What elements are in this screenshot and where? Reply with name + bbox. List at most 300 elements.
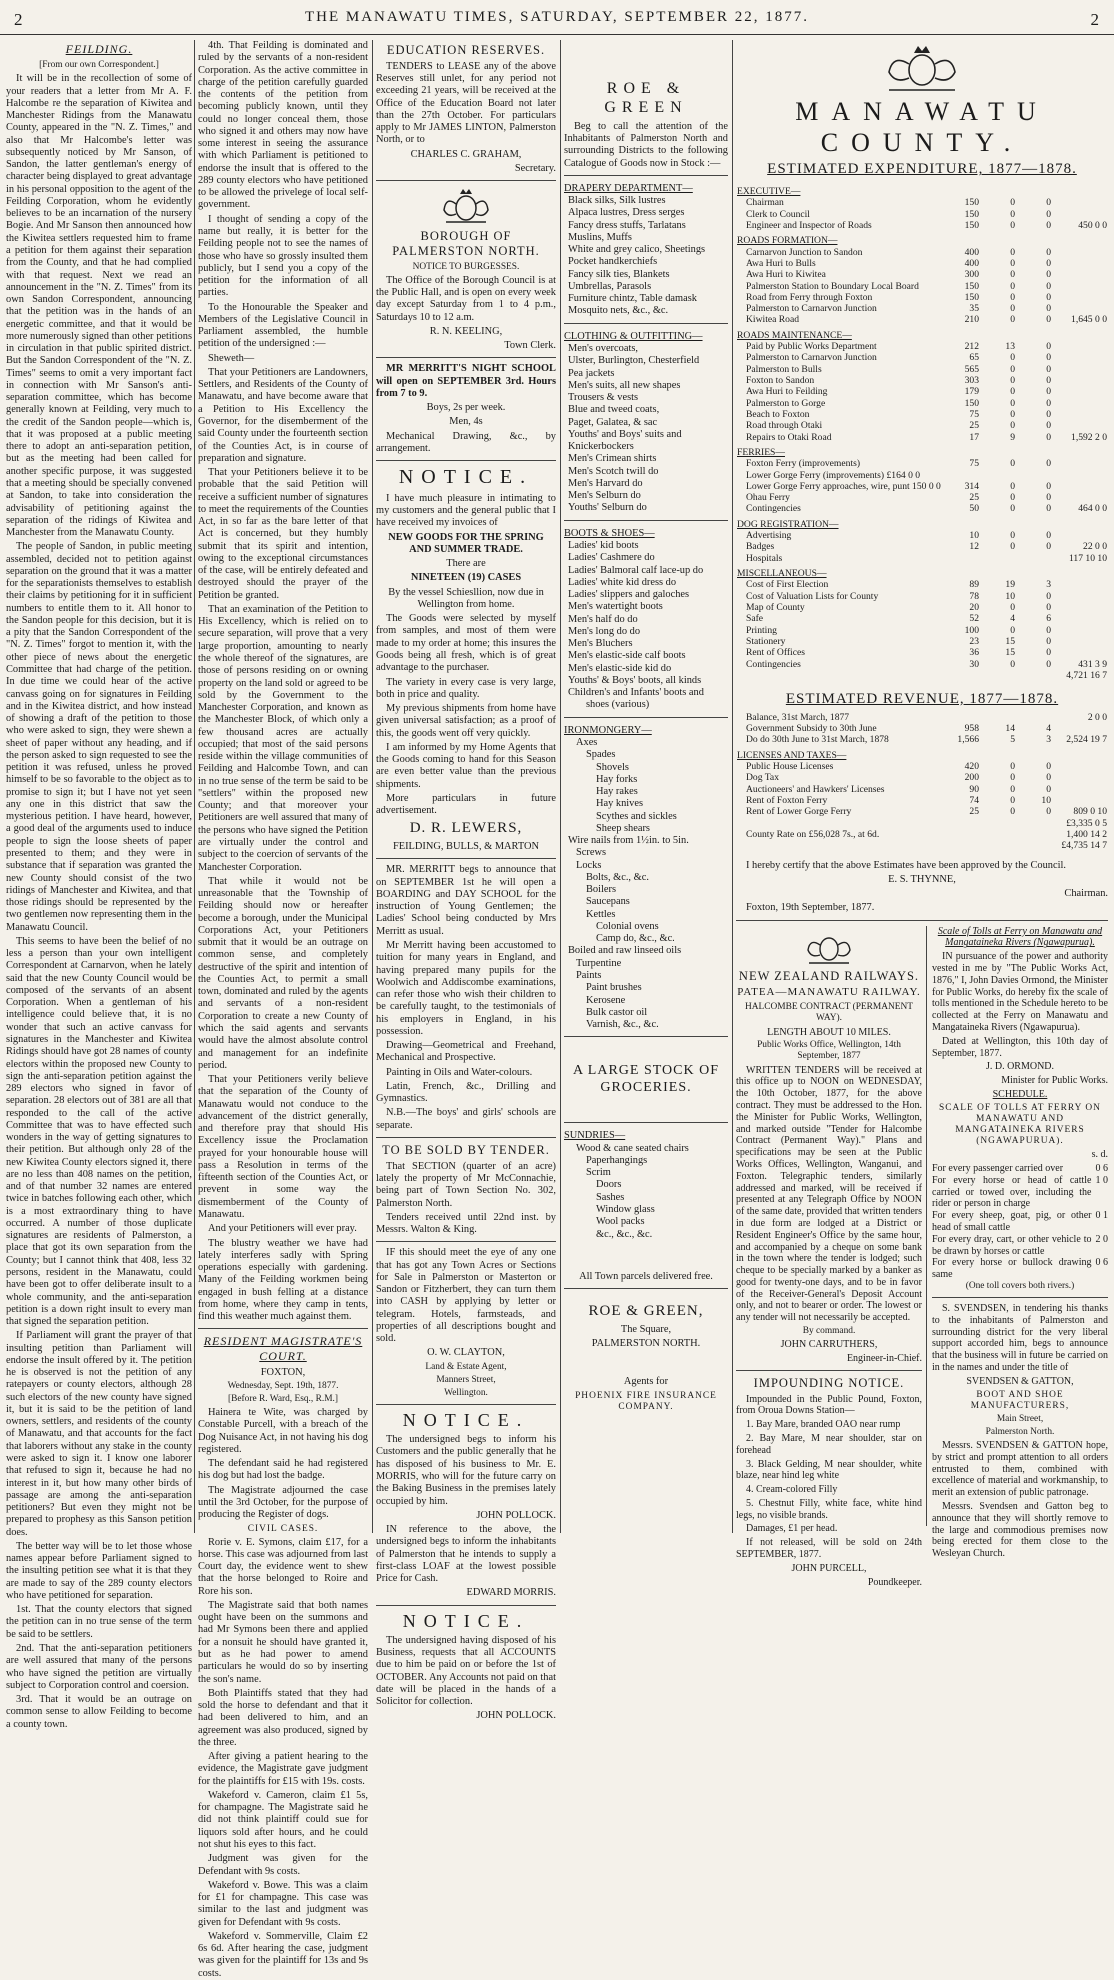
table-cell-value: 0 (1046, 291, 1051, 303)
table-cell-value: 25 (969, 492, 979, 504)
column-county (736, 40, 1109, 1588)
table-cell-value: 6 (1046, 613, 1051, 625)
schedule-value: 1 0 (1095, 1174, 1108, 1186)
table-cell-value: 89 (969, 579, 979, 591)
table-row (736, 772, 1108, 783)
table-cell-label: Beach to Foxton (746, 408, 810, 420)
table-cell-value: 15 (1005, 647, 1015, 659)
table-cell-value: 15 (1005, 635, 1015, 647)
notice3-body: The undersigned having disposed of his Business, requests that all ACCOUNTS due to him be paid on or before the 1st of OCTOBER. Any Accounts not paid on that date will be placed in the hands of a Solicitor for collection. (376, 1634, 556, 1708)
list-item: Varnish, &c., &c. (586, 1019, 659, 1031)
table-cell-label: Printing (746, 624, 777, 636)
paragraph: If Parliament will grant the prayer of that insulting petition than Parliament will endorse the insult offered by it. The petition he is observed is not the petition of any ratepayers or county electors, although 28 such electors of the new county have signed it, but it is said to be the petition of land owners, settlers, and residents of the county of Manawatu, and that accounts for the fact that laborers without any stake in the county were asked to sign it. I know one laborer that refused to sign it, because he had no interest in it, but how many other birds of passage are among the anti-separation petitioners? But even they might not be prepared to prophesy as this Sanson petition does. (6, 1330, 192, 1538)
paragraph: Judgment was given for the Defendant with 9s costs. (198, 1853, 368, 1877)
schedule-row (932, 1210, 1108, 1234)
table-cell-value (1052, 247, 1108, 258)
table-cell-label: Public House Licenses (746, 761, 834, 773)
divider (736, 1370, 922, 1371)
table-cell-value: 17 (969, 431, 979, 443)
list-item: Hay forks (596, 773, 638, 785)
table-cell-value (1052, 591, 1108, 602)
table-cell-value (944, 553, 980, 564)
table-cell-value: 10 (1041, 795, 1051, 807)
table-cell-value: 0 (1010, 208, 1015, 220)
notice2-title: NOTICE. (402, 1409, 530, 1430)
table-cell-value: 150 (964, 219, 979, 231)
table-cell-value: 19 (1005, 579, 1015, 591)
table-cell-value: 0 (1046, 197, 1051, 209)
table-row (736, 231, 1108, 246)
table-cell-value: 75 (969, 458, 979, 470)
table-cell-value: 0 (1010, 352, 1015, 364)
table-cell-value: 78 (969, 590, 979, 602)
table-cell-value (1052, 647, 1108, 658)
table-cell-label: Foxton to Sandon (746, 375, 815, 387)
table-cell-value: 0 (1010, 397, 1015, 409)
table-cell-value: 0 (1010, 795, 1015, 807)
court-heading: RESIDENT MAGISTRATE'S COURT. (203, 1334, 363, 1363)
table-row (736, 746, 1108, 761)
tender-body-2: Tenders received until 22nd inst. by Messrs. Walton & King. (376, 1211, 556, 1236)
table-cell-value: 90 (969, 783, 979, 795)
table-cell-value: 0 (1046, 590, 1051, 602)
borough-title: BOROUGH OF PALMERSTON NORTH. (392, 229, 540, 258)
expenditure-table (736, 182, 1108, 681)
table-cell-value (1052, 602, 1108, 613)
table-cell-label: Balance, 31st March, 1877 (746, 711, 850, 723)
divider (376, 460, 556, 461)
table-cell-label: Palmerston to Carnarvon Junction (746, 352, 877, 364)
table-cell-value: 0 (1046, 219, 1051, 231)
svendsen-address: Main Street, (996, 1413, 1044, 1424)
roe-green-square: The Square, (620, 1323, 672, 1335)
paragraph: 3rd. That it would be an outrage on common sense to allow Feilding to become a county town. (6, 1694, 192, 1730)
table-cell-label: Awa Huri to Kiwitea (746, 269, 826, 281)
list-item: 1. Bay Mare, branded OAO near rump (746, 1419, 901, 1431)
table-row (736, 492, 1108, 503)
paragraph: It will be in the recollection of some of your readers that a letter from Mr A. F. Halcombe re the separation of Kiwitea and Manchester Ridings from the Manawatu County, appeared in the "N. Z. Times," and also that Mr Halcombe's letter was subsequently noticed by Mr Sanson, of Sandon, the latter gentleman's energy of character being displayed to great advantage in his personal opposition to the agent of the Feilding Corporation, whom he evidently believes to be an incarnation of the nursery Bogie. And Mr Sanson then announced how the Kiwitea settlers requested him to frame a petition for them against their separation from the County, and that he had complied with that request. Next we read an announcement in the "N. Z. Times" from its own Sandon Correspondent, announcing that the petition was in the hands of an energetic committee, and that it would be more numerously signed than other petitions in circulation in that public spirited district. But the Sandon Correspondent of the "N. Z. Times" seems to omit a very important fact in connection with Mr Sanson's anti-separation committee, which has become generally known at Feilding, very much to the credit of the Sandon people—which is, that it was proposed at a public meeting there to adopt an anti-separation petition, but as the meeting had been called for another specific purpose, it was suggested that a meeting should be specially convened at Sandon, to take into consideration the advisability of petitioning against the separation of the ridings of Kiwitea and Manchester from the Manawatu County. (6, 73, 192, 539)
notice3-title: NOTICE. (402, 1610, 530, 1631)
list-item: Saucepans (586, 896, 630, 908)
table-cell-value: 0 (1046, 601, 1051, 613)
royal-crest-icon (436, 186, 496, 226)
railways-subtitle: PATEA—MANAWATU RAILWAY. (737, 986, 921, 999)
table-cell-value: 150 (964, 397, 979, 409)
table-cell-value (1052, 625, 1108, 636)
list-item: Men's Selburn do (568, 490, 641, 502)
railways-office: Public Works Office, Wellington, 14th September, 1877 (757, 1040, 901, 1062)
column-roe-green (564, 40, 728, 1533)
table-cell-value (1052, 281, 1108, 292)
paragraph: Drawing—Geometrical and Freehand, Mechanical and Prospective. (376, 1040, 556, 1064)
paragraph: Mr Merritt having been accustomed to tuition for many years in England, and having prepared many pupils for the Woolwich and Addiscombe examinations, can refer those who wish their children to be carefully taught, to the testimonials of his employers in England, in his possession. (376, 939, 556, 1037)
list-item: Black silks, Silk lustres (568, 195, 666, 207)
table-row (736, 386, 1108, 397)
paragraph: And your Petitioners will ever pray. (208, 1223, 357, 1235)
table-cell-label: Government Subsidy to 30th June (746, 723, 877, 735)
borough-body: The Office of the Borough Council is at the Public Hall, and is open on every week day except Saturday from 1 to 4 p.m., Saturdays 10 to 12 a.m. (376, 274, 556, 323)
revenue-title: ESTIMATED REVENUE, 1877—1878. (785, 691, 1059, 708)
article-byline: [From our own Correspondent.] (39, 60, 159, 71)
paragraph: My previous shipments from home have given universal satisfaction; as a proof of this, the goods went off very quickly. (376, 703, 556, 739)
court-date: Wednesday, Sept. 19th, 1877. (227, 1380, 339, 1391)
schedule-value: 0 6 (1095, 1162, 1108, 1174)
table-row (736, 723, 1108, 734)
table-cell-value (1052, 398, 1108, 409)
table-cell-label: Awa Huri to Feilding (746, 386, 828, 398)
table-cell-value (1052, 772, 1108, 783)
table-cell-value: 1,645 0 0 (1071, 314, 1107, 326)
masthead (0, 0, 1114, 35)
list-item: Men's Scotch twill do (568, 465, 659, 477)
notice2-signature-2: EDWARD MORRIS. (466, 1587, 556, 1599)
table-cell-value: 14 (1005, 723, 1015, 735)
table-cell-value: 5 (1010, 734, 1015, 746)
paragraph: Wakeford v. Sommerville, Claim £2 6s 6d. After hearing the case, judgment was given for the plaintiff for 13s and 9s costs. (198, 1930, 368, 1979)
list-item: Men's Crimean shirts (568, 453, 657, 465)
paragraph: I thought of sending a copy of the name but really, it is better for the Feilding people not to see the names of those who have so grossly insulted them publicly, but I send you a copy of the petition for the information of all parties. (198, 213, 368, 299)
borough-role: Town Clerk. (504, 340, 556, 352)
table-cell-value: 75 (969, 408, 979, 420)
table-cell-value (980, 670, 1016, 681)
court-before: [Before R. Ward, Esq., R.M.] (228, 1394, 338, 1405)
table-cell-value (1052, 258, 1108, 269)
list-item: Shovels (596, 761, 629, 773)
paragraph: Wakeford v. Bowe. This was a claim for £1 for champagne. This case was similar to the last and judgment was given for Defendant with 9s costs. (198, 1879, 368, 1928)
table-cell-label: Kiwitea Road (746, 314, 800, 326)
table-row (736, 481, 1108, 492)
notice-vessel: By the vessel Schiesllion, now due in Wellington from home. (388, 586, 544, 610)
table-cell-value: 0 (1046, 480, 1051, 492)
notice-goods: NEW GOODS FOR THE SPRING AND SUMMER TRADE. (388, 531, 544, 555)
education-role: Secretary. (514, 162, 556, 174)
table-cell-value: 0 (1010, 246, 1015, 258)
paragraph: 1st. That the county electors that signed the petition can in no true sense of the term be said to be settlers. (6, 1604, 192, 1640)
table-row (736, 636, 1108, 647)
paragraph: Sheweth— (208, 352, 255, 364)
table-cell-label: Auctioneers' and Hawkers' Licenses (746, 783, 885, 795)
night-school-fee-boys: Boys, 2s per week. (426, 402, 506, 414)
table-cell-value: 4 (1046, 723, 1051, 735)
divider (564, 1036, 728, 1037)
table-cell-value (1052, 386, 1108, 397)
boarding-school-paras (376, 940, 556, 1132)
list-item: Colonial ovens (596, 920, 659, 932)
svendsen-trade: BOOT AND SHOE MANUFACTURERS, (970, 1389, 1070, 1411)
table-row (736, 314, 1108, 325)
divider (564, 175, 728, 176)
divider (736, 920, 1108, 921)
notice3-signature: JOHN POLLOCK. (476, 1710, 556, 1722)
table-cell-value: 0 (1010, 492, 1015, 504)
table-cell-value: 0 (1010, 303, 1015, 315)
table-cell-value: 0 (1046, 658, 1051, 670)
article-heading: FEILDING. (65, 42, 133, 56)
paragraph: More particulars in future advertisement. (376, 792, 556, 817)
lewers-place: FEILDING, BULLS, & MARTON (392, 841, 540, 853)
list-item: Paget, Galatea, & sac (568, 416, 658, 428)
table-cell-label (736, 818, 944, 829)
roe-green-footer-name: ROE & GREEN, (588, 1303, 704, 1320)
page-number-right: 2 (1090, 10, 1100, 29)
table-cell-value: 179 (964, 386, 979, 398)
table-cell-value: 0 (1010, 658, 1015, 670)
sundries-heading: SUNDRIES— (564, 1130, 626, 1142)
divider (376, 357, 556, 358)
notice-paras (376, 613, 556, 817)
table-row (736, 712, 1108, 723)
certify-signature: E. S. THYNNE, (888, 873, 956, 885)
table-row (736, 375, 1108, 386)
list-item: Men's elastic-side calf boots (568, 650, 686, 662)
table-cell-value: 0 (1046, 397, 1051, 409)
agents-label: Agents for (623, 1376, 669, 1388)
petition-body (198, 40, 368, 1323)
tolls-block (932, 925, 1109, 1560)
table-cell-value: 3 (1046, 579, 1051, 591)
impounding-body: Impounded in the Public Pound, Foxton, from Oroua Downs Station— (736, 1393, 922, 1417)
table-row (736, 326, 1108, 341)
notice2-signature: JOHN POLLOCK. (476, 1509, 556, 1521)
table-cell-value: 0 (1010, 269, 1015, 281)
column-advertisements (376, 40, 556, 1722)
table-cell-label: Repairs to Otaki Road (746, 431, 832, 443)
table-cell-value (1016, 470, 1052, 481)
list-item: Kerosene (586, 994, 626, 1006)
paragraph: Rorie v. E. Symons, claim £17, for a horse. This case was adjourned from last Court day, the evidence went to shew that the horse belonged to Roire and Rore his son. (198, 1536, 368, 1597)
table-cell-value (980, 712, 1016, 723)
table-cell-label: Safe (746, 613, 764, 625)
table-cell-value: 0 (1046, 635, 1051, 647)
list-item: Furniture chintz, Table damask (568, 293, 697, 305)
paragraph: Latin, French, &c., Drilling and Gymnastics. (376, 1080, 556, 1105)
schedule-title: SCHEDULE. (992, 1089, 1048, 1101)
table-row (736, 734, 1108, 745)
ironmongery-list (564, 737, 728, 1031)
table-cell-value: 0 (1046, 492, 1051, 504)
table-cell-label: Chairman (746, 197, 784, 209)
tolls-title: Scale of Tolls at Ferry on Manawatu and Mangataineka Rivers (Ngawapurua). (937, 925, 1103, 949)
table-row (736, 829, 1108, 840)
table-cell-label: Map of County (746, 601, 805, 613)
list-item: shoes (various) (586, 699, 650, 711)
roe-green-intro: Beg to call the attention of the Inhabitants of Palmerston North and surrounding Districts to the following Catalogue of Goods now in Stock :— (564, 120, 728, 169)
table-cell-value: 0 (1046, 530, 1051, 542)
table-row (736, 209, 1108, 220)
table-cell-value: 0 (1010, 291, 1015, 303)
list-item: Bulk castor oil (586, 1006, 648, 1018)
schedule-value: 2 0 (1095, 1233, 1108, 1245)
table-cell-value (1016, 712, 1052, 723)
table-cell-value: 0 (1010, 761, 1015, 773)
table-row (736, 625, 1108, 636)
table-cell-value: 1,566 (957, 734, 979, 746)
revenue-table (736, 712, 1108, 852)
table-cell-value (1052, 613, 1108, 624)
table-cell-value (980, 553, 1016, 564)
table-cell-value: 25 (969, 420, 979, 432)
schedule-value: 0 6 (1095, 1257, 1108, 1269)
table-cell-value: 150 (964, 197, 979, 209)
table-cell-value (1016, 553, 1052, 564)
civil-heading: CIVIL CASES. (247, 1523, 319, 1534)
table-row (736, 341, 1108, 352)
table-cell-value: 0 (1010, 541, 1015, 553)
list-item: Ladies' kid boots (568, 539, 639, 551)
table-row (736, 247, 1108, 258)
svendsen-name: SVENDSEN & GATTON, (966, 1375, 1074, 1387)
paragraph: The Goods were selected by myself from samples, and most of them were made to my order at home; this insures the Goods being all fresh, which is of great advantage to the purchaser. (376, 613, 556, 674)
paragraph: That your Petitioners are Landowners, Settlers, and Residents of the County of Manawatu, and have become aware that a Petition to His Excellency the Governor, for the disemberment of the said County under the fourteenth section of the Counties Act, is in course of preparation and signature. (198, 366, 368, 464)
clothing-list (564, 343, 728, 515)
table-cell-value: 1,592 2 0 (1071, 431, 1107, 443)
divider (564, 1288, 728, 1289)
list-item: Axes (576, 736, 598, 748)
list-item: Paint brushes (586, 982, 642, 994)
ironmongery-heading: IRONMONGERY— (564, 724, 652, 736)
table-cell-value: 0 (1010, 772, 1015, 784)
table-cell-value (1052, 375, 1108, 386)
table-cell-label: Engineer and Inspector of Roads (746, 219, 872, 231)
divider (198, 1328, 368, 1329)
list-item: Hay rakes (596, 786, 638, 798)
table-row (736, 503, 1108, 514)
table-cell-value (1052, 530, 1108, 541)
notice2-body: The undersigned begs to inform his Customers and the public generally that he has disposed of his business to Mr. E. MORRIS, who will for the future carry on the Baking Business in the premises lately occupied by him. (376, 1434, 556, 1507)
list-item: Ladies' slippers and galoches (568, 589, 690, 601)
list-item: 4. Cream-colored Filly (746, 1484, 838, 1496)
table-cell-value (980, 818, 1016, 829)
list-item: Trousers & vests (568, 392, 639, 404)
schedule-subtitle: SCALE OF TOLLS AT FERRY ON MANAWATU AND MANGATAINEKA RIVERS (NGAWAPURUA). (939, 1102, 1101, 1147)
notice2-body-2: IN reference to the above, the undersigned begs to inform the inhabitants of Palmerston that he intends to supply a first-class LOAF at the lowest possible Price for Cash. (376, 1524, 556, 1585)
table-cell-value: 0 (1010, 783, 1015, 795)
masthead-title: THE MANAWATU TIMES, SATURDAY, SEPTEMBER 22, 1877. (304, 9, 810, 25)
table-cell-value (1016, 829, 1052, 840)
paragraph: This seems to have been the belief of no less a person than your own intelligent Correspondent at Carnarvon, when he lately said that the new County Council would be composed of the servants of an absent Corporation. When a gentleman of his intelligence could believe that, it is no wonder that such an active canvass for signatures in the Manchester and Kiwitea Ridings should have got 28 names of county electors within the proposed new County to sign the anti-separation petition against the 289 electors who signed in favor of separation. 28 electors out of 381 are all that responded to the call of the active Committee that was to have effected such wonders in the way of getting signatures to their petition. But although only 28 of the new Kiwitea County electors signed it, there are no less than 408 names on the petition, and of that number 32 names are entered twice in batches following each other, which is a most extraordinary thing to have occurred. A number of those duplicate signatures are residents of Palmerston, a place that got its own separation from the County; but I cannot think that 408, less 32 persons, resident in the Manawatu, could have been got to offer deliberate insult to a whole community, and the anti-separation petition is a down right insult to every man that signed the separation petition. (6, 935, 192, 1328)
tolls-role: Minister for Public Works. (1001, 1075, 1108, 1087)
table-cell-label: Badges (746, 541, 775, 553)
table-cell-value: 0 (1046, 363, 1051, 375)
drapery-heading: DRAPERY DEPARTMENT— (564, 182, 693, 194)
table-cell-value: 0 (1046, 503, 1051, 515)
boarding-school-body: MR. MERRITT begs to announce that on SEPTEMBER 1st he will open a BOARDING and DAY SCHOOL for the instruction of Young Gentlemen; the Ladies' School being conducted by Mrs Merritt as usual. (376, 864, 556, 937)
paragraph: Painting in Oils and Water-colours. (386, 1066, 533, 1078)
notice-there: There are (446, 558, 486, 570)
table-cell-value (1052, 409, 1108, 420)
table-cell-label: Contingencies (746, 503, 801, 515)
schedule-label: For every sheep, goat, pig, or other head of small cattle (932, 1210, 1092, 1233)
lower-section (736, 925, 1109, 1588)
table-cell-value: 400 (964, 246, 979, 258)
table-cell-value: 36 (969, 647, 979, 659)
table-cell-label: Rent of Offices (746, 647, 805, 659)
table-cell-value: 13 (1005, 341, 1015, 353)
table-row (736, 541, 1108, 552)
list-item: Ladies' Balmoral calf lace-up do (568, 564, 704, 576)
table-cell-value: 0 (1046, 375, 1051, 387)
table-cell-value: 0 (1010, 375, 1015, 387)
paragraph: 4th. That Feilding is dominated and ruled by the servants of a non-resident Corporation. As the active committee in charge of the petition carefully guarded the contents of the petition from becoming publicly known, until they could no longer conceal them, those who signed it and others may now have some interest in seeing the assurance with which Parliament is petitioned to endorse the insult that is offered to the 289 county electors who have petitioned to be allowed the privelege of local self-government. (198, 40, 368, 211)
railways-block (736, 926, 922, 1588)
list-item: Knickerbockers (568, 441, 634, 453)
table-cell-value (980, 470, 1016, 481)
table-cell-value: 0 (1010, 530, 1015, 542)
railways-title: NEW ZEALAND RAILWAYS. (738, 968, 920, 983)
royal-crest-icon (799, 928, 859, 966)
table-cell-value (1052, 420, 1108, 431)
table-row (736, 420, 1108, 431)
table-row (736, 591, 1108, 602)
paragraph: N.B.—The boys' and girls' schools are separate. (376, 1107, 556, 1131)
impounding-role: Poundkeeper. (867, 1576, 922, 1588)
table-cell-value (1052, 492, 1108, 503)
table-cell-value: 565 (964, 363, 979, 375)
table-cell-value: 0 (1046, 303, 1051, 315)
table-cell-value: 20 (969, 601, 979, 613)
table-cell-value: 0 (1046, 647, 1051, 659)
table-cell-value: 0 (1010, 363, 1015, 375)
impounding-list (736, 1419, 922, 1521)
table-cell-value: 431 3 9 (1078, 658, 1107, 670)
table-cell-value: 0 (1046, 458, 1051, 470)
list-item: &c., &c., &c. (596, 1228, 653, 1240)
table-cell-value: 0 (1010, 420, 1015, 432)
table-row (736, 197, 1108, 208)
table-cell-value: £3,335 0 5 (1066, 817, 1107, 829)
list-item: Screws (576, 847, 607, 859)
impounding-damages: Damages, £1 per head. (746, 1523, 838, 1535)
divider (376, 1605, 556, 1606)
table-row (736, 281, 1108, 292)
divider (932, 1297, 1108, 1298)
table-row (736, 443, 1108, 458)
table-cell-value: 200 (964, 772, 979, 784)
list-item: White and grey calico, Sheetings (568, 244, 706, 256)
paragraph: The defendant said he had registered his dog but had lost the badge. (198, 1458, 368, 1482)
clayton-address: Manners Street, (436, 1374, 496, 1385)
table-cell-value: 0 (1046, 431, 1051, 443)
table-cell-value (980, 840, 1016, 851)
tender-body: That SECTION (quarter of an acre) lately the property of Mr McConnachie, being part of Town Section No. 302, Palmerston North. (376, 1160, 556, 1209)
column-rule (194, 40, 195, 1533)
table-cell-value: 0 (1046, 341, 1051, 353)
table-cell-value: 0 (1046, 269, 1051, 281)
list-item: Sashes (596, 1191, 625, 1203)
table-cell-value: 450 0 0 (1078, 219, 1107, 231)
table-row (736, 761, 1108, 772)
table-cell-value: 74 (969, 795, 979, 807)
table-cell-value: 150 (964, 280, 979, 292)
paragraph: The people of Sandon, in public meeting assembled, decided not to petition against separation on the ground that it was a matter for the separationists themselves to establish their claims by petitioning for it in sufficient numbers to entitle them to it. All honor to the Sandon people for this decision, but it is a pity that the Sandon Correspondent of the "N. Z. Times" forgot to mention it, with the other piece of news about the energetic Committee that had charge of the petition. In due time we could hear of the active canvass going on for signatures in Feilding and in the Kiwitea district, and how instead of showing a draft of the petition to those who were asked to sign, they were shewn a sheet of paper without any heading, and if the person asked to sign requested to see the petition it was refused, unless he proved himself to be so favorable to the object as to promise to sign it; but I have not yet seen any one in this district that saw the mysterious petition. I have heard, however, a good deal of the arguments used to induce people to sign the loose sheets of paper presented to them; and they were in substance that if separation was granted the new County should consist of the two ridings of Manchester and Kiwitea, and that those ridings should be represented by the two gentlemen now representing them in the Manawatu Council. (6, 541, 192, 933)
table-cell-label: Advertising (746, 530, 792, 542)
table-cell-value: 117 10 10 (1068, 552, 1107, 564)
paragraph: To the Honourable the Speaker and Members of the Legislative Council in Parliament assembled, the humble petition of the undersigned :— (198, 301, 368, 350)
table-section-heading: ROADS MAINTENANCE— (737, 329, 852, 341)
table-cell-value: 1,400 14 2 (1066, 828, 1107, 840)
clayton-name: O. W. CLAYTON, (427, 1347, 505, 1359)
schedule-row (932, 1175, 1108, 1210)
impounding-title: IMPOUNDING NOTICE. (753, 1375, 905, 1390)
boots-list (564, 540, 728, 712)
roe-green-title: ROE & GREEN (604, 80, 688, 116)
clayton-city: Wellington. (444, 1387, 488, 1398)
table-row (736, 602, 1108, 613)
table-cell-value (1052, 364, 1108, 375)
table-cell-value: 0 (1010, 314, 1015, 326)
list-item: Boiled and raw linseed oils (568, 945, 682, 957)
clothing-heading: CLOTHING & OUTFITTING— (564, 330, 703, 342)
